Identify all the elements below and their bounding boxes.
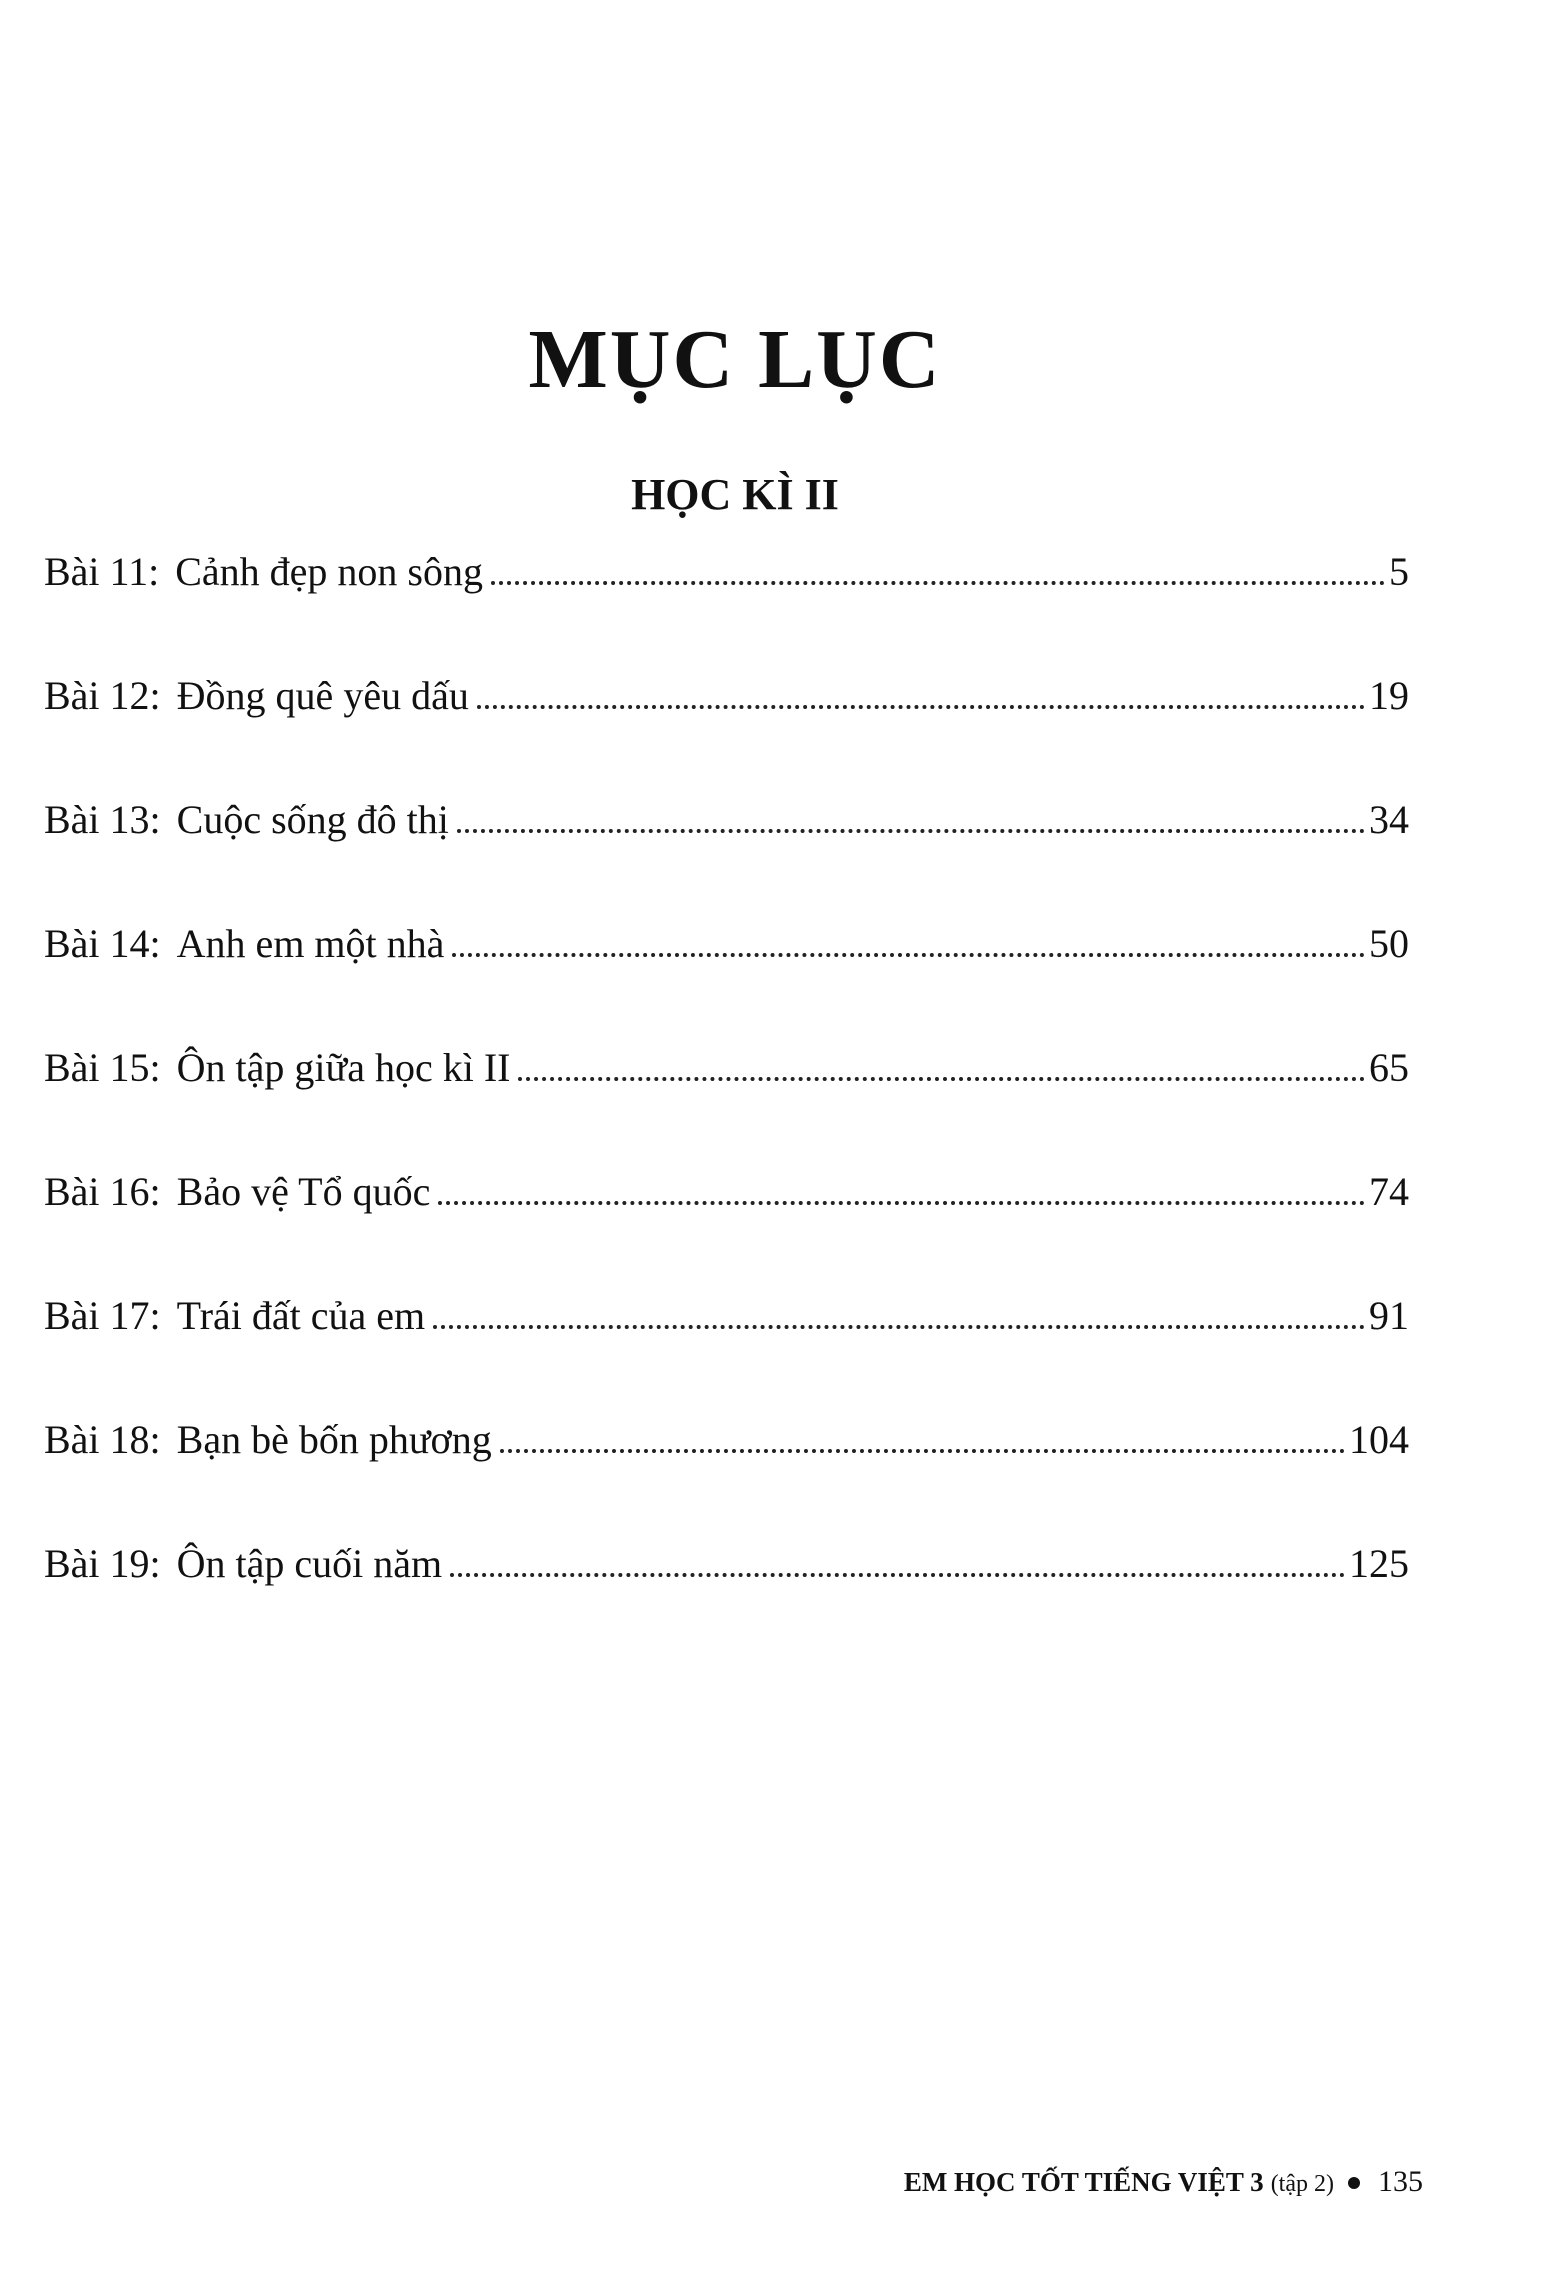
- toc-entry: Bài 19 : Ôn tập cuối năm 125: [44, 1541, 1409, 1586]
- toc-lesson-name: Cuộc sống đô thị: [176, 797, 449, 842]
- dot-leader: [452, 953, 1365, 957]
- dot-leader: [457, 829, 1365, 833]
- toc-entry: Bài 17 : Trái đất của em 91: [44, 1293, 1409, 1338]
- toc-page-number: 91: [1369, 1293, 1409, 1338]
- toc-lesson-name: Bảo vệ Tổ quốc: [176, 1169, 431, 1214]
- toc-entry: Bài 18 : Bạn bè bốn phương 104: [44, 1417, 1409, 1462]
- toc-lesson-name: Cảnh đẹp non sông: [175, 549, 483, 594]
- toc-page-number: 125: [1349, 1541, 1409, 1586]
- toc-lesson-number: Bài 16: [44, 1169, 150, 1214]
- toc-entry: Bài 13 : Cuộc sống đô thị 34: [44, 797, 1409, 842]
- toc-lesson-name: Trái đất của em: [176, 1293, 426, 1338]
- toc-lesson-name: Bạn bè bốn phương: [176, 1417, 492, 1462]
- dot-leader: [491, 581, 1385, 585]
- toc-lesson-name: Anh em một nhà: [176, 921, 445, 966]
- toc-entry: Bài 14 : Anh em một nhà 50: [44, 921, 1409, 966]
- dot-leader: [450, 1573, 1345, 1577]
- toc-lesson-number: Bài 13: [44, 797, 150, 842]
- section-title: HỌC KÌ II: [631, 469, 839, 519]
- toc-lesson-number: Bài 18: [44, 1417, 150, 1462]
- toc-lesson-number: Bài 19: [44, 1541, 150, 1586]
- toc-entry: Bài 15 : Ôn tập giữa học kì II 65: [44, 1045, 1409, 1090]
- toc-entry: Bài 12 : Đồng quê yêu dấu 19: [44, 673, 1409, 718]
- dot-leader: [433, 1325, 1365, 1329]
- toc-page-number: 50: [1369, 921, 1409, 966]
- toc-lesson-number: Bài 14: [44, 921, 150, 966]
- toc-page-number: 34: [1369, 797, 1409, 842]
- footer-volume: (tập 2): [1270, 2171, 1334, 2197]
- toc-page-number: 5: [1389, 549, 1409, 594]
- dot-leader: [477, 705, 1365, 709]
- table-of-contents: [44, 548, 1409, 1664]
- toc-page-number: 19: [1369, 673, 1409, 718]
- toc-page-number: 104: [1349, 1417, 1409, 1462]
- toc-page-number: 74: [1369, 1169, 1409, 1214]
- dot-leader: [518, 1077, 1365, 1081]
- page-title: MỤC LỤC: [528, 313, 942, 407]
- toc-entry: Bài 11 : Cảnh đẹp non sông 5: [44, 549, 1409, 594]
- dot-leader: [438, 1201, 1365, 1205]
- toc-lesson-number: Bài 11: [44, 549, 149, 594]
- toc-lesson-number: Bài 17: [44, 1293, 150, 1338]
- footer-page-number: 135: [1378, 2165, 1423, 2198]
- footer-book-title: EM HỌC TỐT TIẾNG VIỆT 3: [903, 2167, 1264, 2197]
- toc-page-number: 65: [1369, 1045, 1409, 1090]
- bullet-icon: [1348, 2177, 1360, 2189]
- toc-lesson-name: Ôn tập giữa học kì II: [176, 1045, 511, 1090]
- toc-lesson-name: Đồng quê yêu dấu: [176, 673, 469, 718]
- dot-leader: [500, 1449, 1345, 1453]
- page-footer: [904, 2165, 1423, 2199]
- toc-lesson-number: Bài 12: [44, 673, 150, 718]
- toc-entry: Bài 16 : Bảo vệ Tổ quốc 74: [44, 1169, 1409, 1214]
- toc-lesson-number: Bài 15: [44, 1045, 150, 1090]
- toc-lesson-name: Ôn tập cuối năm: [176, 1541, 443, 1586]
